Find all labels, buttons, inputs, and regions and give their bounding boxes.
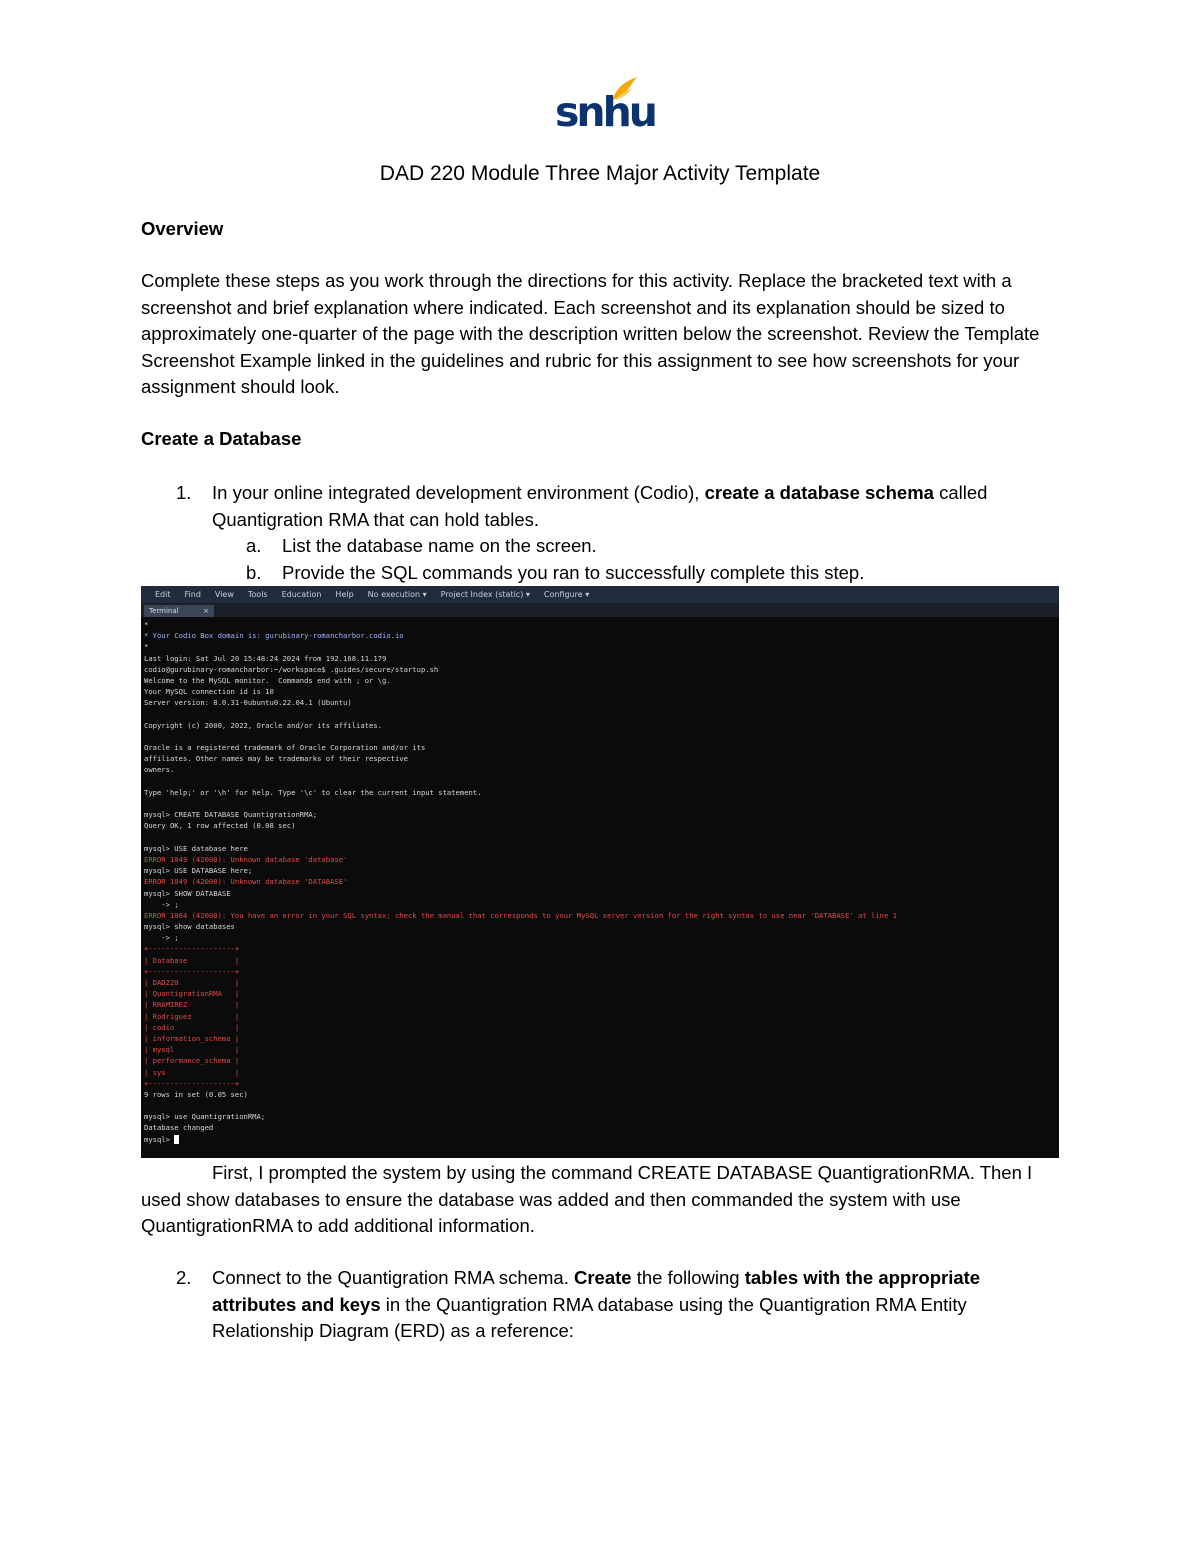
terminal-line: | codio | [144, 1022, 240, 1032]
terminal-line: | QuantigrationRMA | [144, 989, 240, 999]
terminal-line: affiliates. Other names may be trademarks of their respective [144, 754, 408, 764]
overview-paragraph [141, 268, 1061, 401]
step1-bold: create a database schema [704, 482, 934, 503]
terminal-line: +--------------------+ [144, 1078, 240, 1088]
terminal-line: | RRAMIREZ | [144, 1000, 240, 1010]
terminal-line: -> ; [144, 899, 179, 909]
terminal-line: owners. [144, 765, 175, 775]
terminal-output [141, 617, 1059, 1147]
terminal-line: ERROR 1064 (42000): You have an error in your SQL syntax; check the manual that corresponds to your MySQL server version for the right syntax to use near 'DATABASE' at line 1 [144, 910, 897, 920]
terminal-tab-label: Terminal [149, 607, 179, 615]
step2-b1: Create [573, 1267, 632, 1288]
terminal-line: ERROR 1049 (42000): Unknown database 'DATABASE' [144, 877, 348, 887]
terminal-line [144, 1100, 1056, 1111]
menu-item: Education [281, 590, 322, 599]
step2-t1: Connect to the Quantigration RMA schema. [212, 1267, 574, 1288]
terminal-line: Your MySQL connection id is 10 [144, 687, 274, 697]
terminal-line: codio@gurubinary-romancharbor:~/workspace$ .guides/secure/startup.sh [144, 664, 439, 674]
step1-text [212, 480, 1057, 533]
overview-heading: Overview [141, 218, 224, 239]
document-title: DAD 220 Module Three Major Activity Template [379, 162, 821, 185]
terminal-line: Type 'help;' or '\h' for help. Type '\c' to clear the current input statement. [144, 787, 482, 797]
terminal-line: ERROR 1049 (42000): Unknown database 'database' [144, 854, 348, 864]
terminal-line: Welcome to the MySQL monitor. Commands end with ; or \g. [144, 675, 391, 685]
overview-text: Complete these steps as you work through the directions for this activity. Replace the bracketed text with a screenshot and brief explanation where indicated. Each screenshot and its explanation should be sized to approximately one-quarter of the page with the description written below the screenshot. Review the Template Screenshot Example linked in the guidelines and rubric for this assignment to see how screenshots for your assignment should look. [141, 270, 1040, 397]
menu-item: No execution ▾ [367, 590, 427, 599]
step1-text-a: In your online integrated development environment (Codio), [212, 482, 705, 503]
step1a-letter: a. [246, 535, 262, 556]
terminal-line: +--------------------+ [144, 966, 240, 976]
step1a-text: List the database name on the screen. [282, 535, 597, 556]
menu-item: Project Index (static) ▾ [440, 590, 530, 599]
terminal-line: | DAD220 | [144, 978, 240, 987]
snhu-logo [555, 76, 655, 136]
terminal-line: | Rodriguez | [144, 1011, 240, 1021]
terminal-line: mysql> USE DATABASE here; [144, 866, 253, 876]
close-icon: × [203, 607, 209, 615]
terminal-line: 9 rows in set (0.05 sec) [144, 1089, 248, 1099]
terminal-cursor [174, 1135, 179, 1144]
terminal-line [144, 798, 1056, 809]
menu-item: Edit [155, 590, 171, 599]
step2-b2: tables with the appropriate attributes and keys [212, 1267, 981, 1315]
terminal-line: mysql> USE database here [144, 843, 248, 853]
terminal-line [144, 776, 1056, 787]
terminal-line: mysql> show databases [144, 922, 235, 932]
terminal-tab [144, 605, 214, 617]
menu-item: Configure ▾ [543, 590, 590, 599]
step1-text-b: called Quantigration RMA that can hold tables. [212, 482, 988, 530]
menu-item: Tools [247, 590, 268, 599]
terminal-line: | Database | [144, 955, 240, 965]
terminal-screenshot [141, 586, 1059, 1158]
step2-text [212, 1265, 1057, 1345]
terminal-line: Query OK, 1 row affected (0.08 sec) [144, 821, 296, 831]
logo-wordmark: snhu [555, 88, 655, 136]
step1b-letter: b. [246, 562, 262, 583]
step2-number: 2. [176, 1267, 192, 1288]
step1-number: 1. [176, 482, 192, 503]
step2-t3: in the Quantigration RMA database using the Quantigration RMA Entity Relationship Diagram (ERD) as a reference: [212, 1293, 967, 1341]
ide-tabstrip [141, 603, 1059, 617]
terminal-line: | mysql | [144, 1045, 240, 1055]
terminal-line: Copyright (c) 2000, 2022, Oracle and/or its affiliates. [144, 720, 382, 730]
terminal-line: Database changed [144, 1123, 214, 1133]
terminal-line: mysql> [144, 1134, 1056, 1145]
terminal-line: +--------------------+ [144, 944, 240, 954]
terminal-line: | information_schema | [144, 1033, 240, 1043]
explanation-text: First, I prompted the system by using the command CREATE DATABASE QuantigrationRMA. Then I used show databases to ensure the database was added and then commanded the system with use QuantigrationRMA to add additional information. [141, 1162, 1033, 1236]
step1b-text: Provide the SQL commands you ran to successfully complete this step. [282, 562, 865, 583]
terminal-line: Oracle is a registered trademark of Oracle Corporation and/or its [144, 743, 426, 753]
section-heading: Create a Database [141, 428, 302, 449]
terminal-line: mysql> SHOW DATABASE [144, 888, 231, 898]
explanation-paragraph [141, 1160, 1061, 1240]
menu-item: Find [184, 590, 201, 599]
terminal-line: -> ; [144, 933, 179, 943]
terminal-line: | performance_schema | [144, 1056, 240, 1066]
terminal-line [144, 731, 1056, 742]
step2-t2: the following [631, 1267, 745, 1288]
terminal-line: | sys | [144, 1067, 240, 1077]
terminal-line: mysql> use QuantigrationRMA; [144, 1112, 266, 1122]
terminal-line: Server version: 8.0.31-0ubuntu0.22.04.1 (Ubuntu) [144, 698, 352, 708]
ide-menubar [141, 586, 1059, 603]
terminal-line [144, 709, 1056, 720]
terminal-line: * Your Codio Box domain is: gurubinary-romancharbor.codio.io [144, 631, 404, 641]
menu-item: Help [335, 590, 354, 599]
terminal-line: * [144, 620, 149, 629]
terminal-line: Last login: Sat Jul 20 15:48:24 2024 from 192.168.11.179 [144, 653, 387, 663]
terminal-line: mysql> CREATE DATABASE QuantigrationRMA; [144, 810, 318, 820]
terminal-line: * [144, 642, 149, 652]
menu-item: View [214, 590, 234, 599]
terminal-line [144, 832, 1056, 843]
